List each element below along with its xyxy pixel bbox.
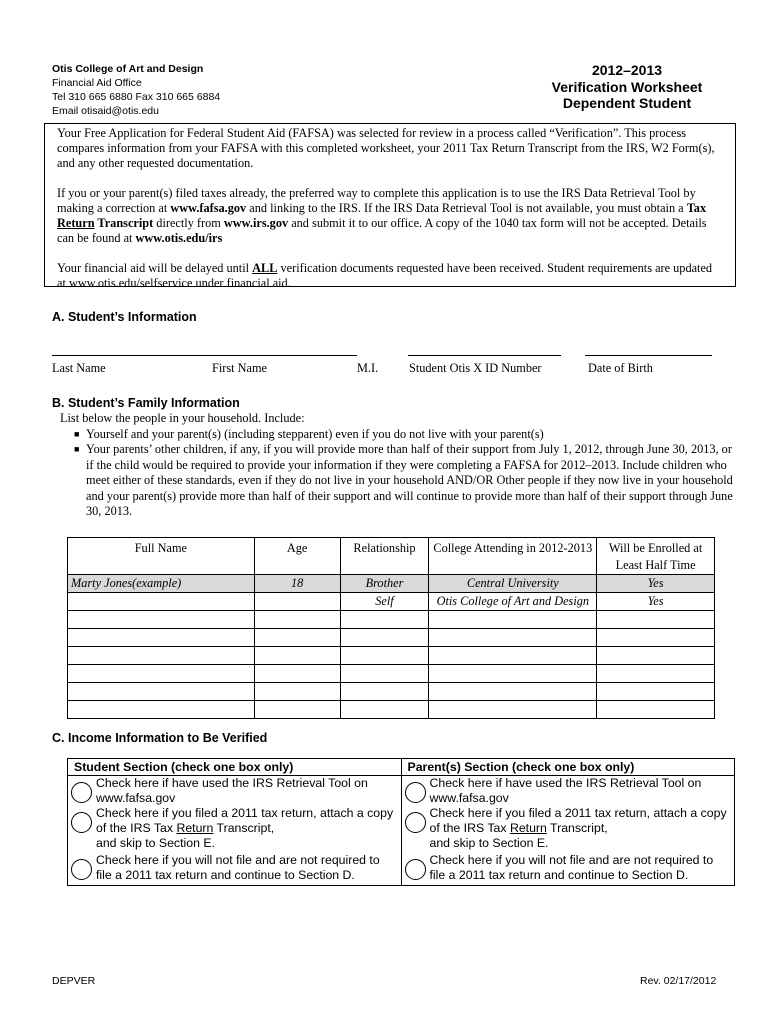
income-check-table	[67, 758, 735, 886]
table-cell[interactable]: Otis College of Art and Design	[429, 593, 597, 611]
table-cell[interactable]	[254, 611, 340, 629]
table-cell[interactable]	[68, 593, 255, 611]
college-name: Otis College of Art and Design	[52, 63, 204, 75]
radio-circle-icon[interactable]	[405, 782, 426, 803]
table-row	[68, 611, 715, 629]
table-cell[interactable]	[340, 611, 429, 629]
table-cell[interactable]	[254, 683, 340, 701]
intro-box	[44, 123, 736, 290]
award-year: 2012–2013	[591, 62, 663, 78]
student-id-input-line[interactable]	[408, 355, 561, 356]
table-cell[interactable]	[340, 665, 429, 683]
radio-circle-icon[interactable]	[71, 782, 92, 803]
dob-label: Date of Birth	[588, 361, 653, 375]
parent-option-not-filing[interactable]: Check here if you will not file and are not required to file a 2011 tax return and continue to Section D.	[402, 853, 735, 885]
table-cell[interactable]	[597, 611, 715, 629]
table-row	[68, 701, 715, 719]
table-cell[interactable]: Self	[340, 593, 429, 611]
student-option-not-filing[interactable]: Check here if you will not file and are not required to file a 2011 tax return and continue to Section D.	[68, 853, 401, 885]
table-cell[interactable]	[254, 665, 340, 683]
table-cell[interactable]	[254, 647, 340, 665]
table-row	[68, 593, 715, 611]
name-input-line[interactable]	[52, 355, 357, 356]
table-cell[interactable]	[429, 647, 597, 665]
form-subtitle: Dependent Student	[562, 95, 692, 111]
table-cell[interactable]	[254, 629, 340, 647]
radio-circle-icon[interactable]	[405, 859, 426, 880]
table-cell: 18	[254, 575, 340, 593]
student-options	[68, 776, 402, 886]
table-cell[interactable]	[597, 665, 715, 683]
household-intro: List below the people in your household. Include:	[60, 411, 305, 425]
table-header-row	[68, 538, 715, 575]
email: Email otisaid@otis.edu	[52, 105, 159, 117]
table-cell[interactable]	[597, 629, 715, 647]
revision-date: Rev. 02/17/2012	[640, 975, 717, 987]
middle-initial-label: M.I.	[357, 361, 379, 375]
table-row	[68, 575, 715, 593]
table-cell[interactable]	[429, 629, 597, 647]
form-title-block	[532, 62, 722, 112]
table-cell[interactable]	[68, 665, 255, 683]
table-cell[interactable]	[68, 611, 255, 629]
table-row	[68, 683, 715, 701]
col-enrolled: Will be Enrolled at Least Half Time	[597, 538, 715, 575]
phone-fax: Tel 310 665 6880 Fax 310 665 6884	[52, 91, 221, 103]
first-name-label: First Name	[212, 361, 267, 375]
student-option-filed-return[interactable]: Check here if you filed a 2011 tax return, attach a copy of the IRS Tax Return Transcript, and skip to Section E.	[68, 806, 401, 853]
square-bullet-icon: ■	[74, 444, 80, 454]
table-cell[interactable]	[429, 665, 597, 683]
col-full-name: Full Name	[68, 538, 255, 575]
table-cell: Central University	[429, 575, 597, 593]
intro-paragraph-2: If you or your parent(s) filed taxes already, the preferred way to complete this application is to use the IRS Data Retrieval Tool by making a correction at www.fafsa.gov and linking to the IRS. If the IRS Data Retrieval Tool is not available, you must obtain a Tax Return Transcript directly from www.irs.gov and submit it to our office. A copy of the 1040 tax form will not be accepted. Details can be found at www.otis.edu/irs	[57, 186, 707, 245]
bullet-item: ■ Yourself and your parent(s) (including stepparent) even if you do not live with your parent(s)	[74, 426, 544, 441]
student-section-heading: Student Section (check one box only)	[68, 759, 402, 776]
table-cell[interactable]	[340, 647, 429, 665]
table-cell[interactable]	[340, 683, 429, 701]
parent-option-filed-return[interactable]: Check here if you filed a 2011 tax return, attach a copy of the IRS Tax Return Transcript, and skip to Section E.	[402, 806, 735, 853]
parent-section-heading: Parent(s) Section (check one box only)	[401, 759, 735, 776]
form-title: Verification Worksheet	[551, 78, 703, 95]
form-code: DEPVER	[52, 975, 96, 987]
table-cell[interactable]: Yes	[597, 593, 715, 611]
radio-circle-icon[interactable]	[405, 812, 426, 833]
table-cell[interactable]	[254, 701, 340, 719]
col-age: Age	[254, 538, 340, 575]
table-cell[interactable]	[68, 683, 255, 701]
section-b-title: B. Student’s Family Information	[52, 396, 240, 410]
table-cell[interactable]	[68, 647, 255, 665]
section-c-title: C. Income Information to Be Verified	[52, 731, 268, 745]
office-contact-block	[52, 62, 220, 118]
table-cell[interactable]	[68, 701, 255, 719]
table-cell[interactable]	[597, 647, 715, 665]
table-cell[interactable]	[68, 629, 255, 647]
radio-circle-icon[interactable]	[71, 859, 92, 880]
radio-circle-icon[interactable]	[71, 812, 92, 833]
table-cell: Brother	[340, 575, 429, 593]
parent-option-retrieval-tool[interactable]: Check here if have used the IRS Retrieval Tool on www.fafsa.gov	[402, 776, 735, 806]
square-bullet-icon: ■	[74, 428, 80, 439]
col-college: College Attending in 2012-2013	[429, 538, 597, 575]
intro-paragraph-1: Your Free Application for Federal Student Aid (FAFSA) was selected for review in a process called “Verification”. This process compares information from your FAFSA with this completed worksheet, your 2011 Tax Return Transcript from the IRS, W2 Form(s), and any other requested documentation.	[57, 126, 715, 170]
student-id-label: Student Otis X ID Number	[409, 361, 542, 375]
table-row	[68, 629, 715, 647]
table-cell[interactable]	[429, 701, 597, 719]
parent-options	[401, 776, 735, 886]
household-table	[67, 537, 715, 719]
col-relationship: Relationship	[340, 538, 429, 575]
office-name: Financial Aid Office	[52, 77, 142, 89]
table-cell: Yes	[597, 575, 715, 593]
table-cell[interactable]	[429, 683, 597, 701]
dob-input-line[interactable]	[585, 355, 712, 356]
last-name-label: Last Name	[52, 361, 106, 375]
table-cell[interactable]	[597, 683, 715, 701]
bullet-item: ■ Your parents’ other children, if any, if you will provide more than half of their support from July 1, 2012, through June 30, 2013, or if the child would be required to provide your information if they were completing a FAFSA for 2012–2013. Include children who meet either of these standards, even if they do not live in your household AND/OR Other people if they now live in your household and your parent(s) provide more than half of their support and will continue to provide more than half of their support through June 30, 2013.	[74, 442, 733, 518]
table-row	[68, 665, 715, 683]
household-instructions	[60, 411, 740, 520]
table-row	[68, 647, 715, 665]
table-cell[interactable]	[429, 611, 597, 629]
table-cell[interactable]	[340, 629, 429, 647]
table-cell[interactable]	[597, 701, 715, 719]
table-cell[interactable]	[340, 701, 429, 719]
table-cell[interactable]	[254, 593, 340, 611]
intro-paragraph-3: Your financial aid will be delayed until ALL verification documents requested have been received. Student requirements are updated at www.otis.edu/selfservice under financial aid.	[57, 261, 713, 290]
table-cell: Marty Jones(example)	[68, 575, 255, 593]
student-option-retrieval-tool[interactable]: Check here if have used the IRS Retrieval Tool on www.fafsa.gov	[68, 776, 401, 806]
section-a-title: A. Student’s Information	[52, 310, 197, 324]
